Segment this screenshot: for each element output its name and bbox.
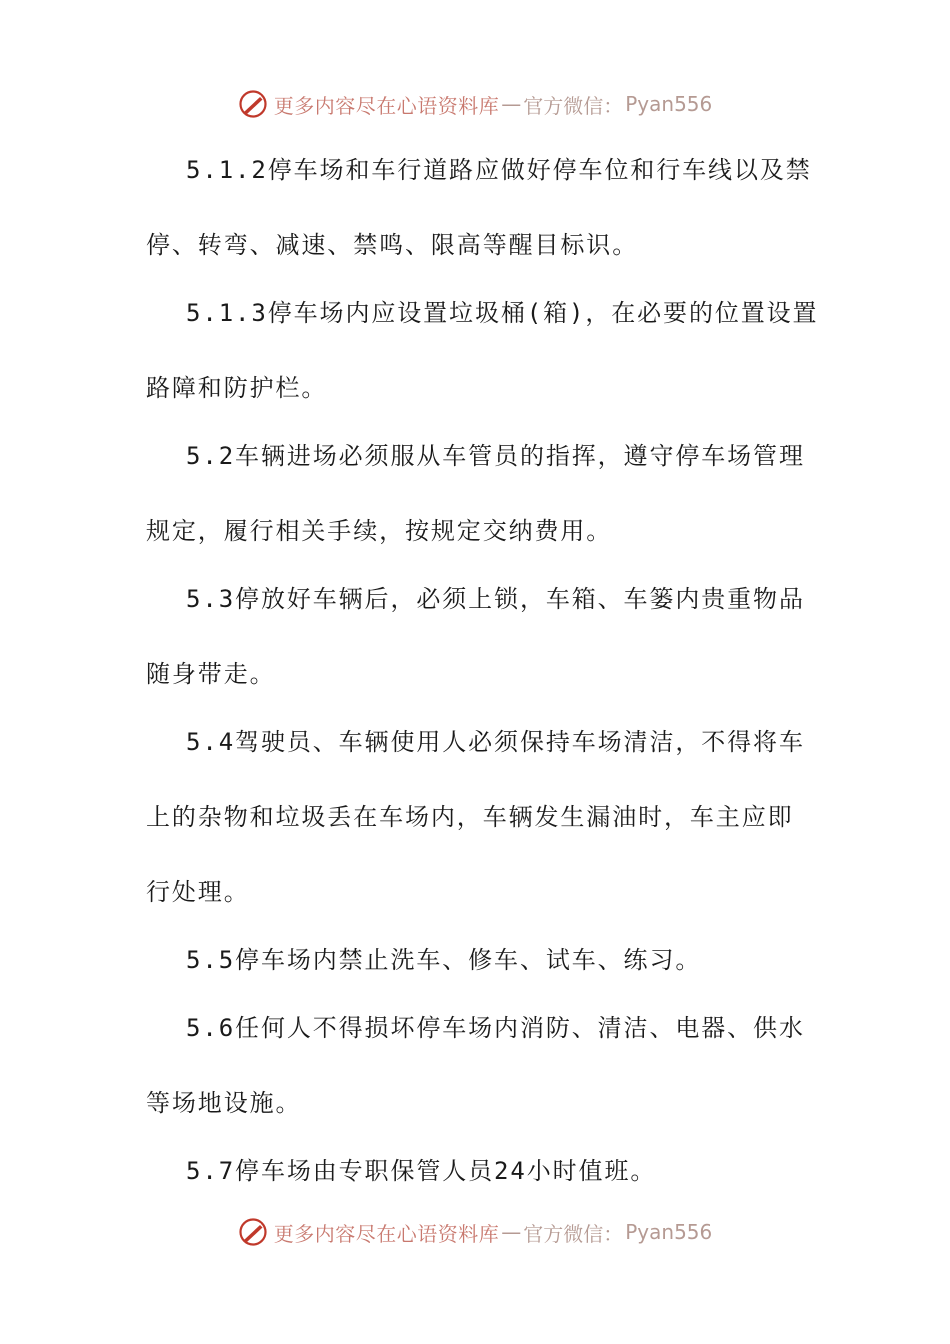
watermark-label: 官方微信： <box>523 93 624 118</box>
paragraph-line: 5.6任何人不得损坏停车场内消防、清洁、电器、供水 <box>186 1014 805 1042</box>
pen-logo-icon <box>238 89 268 119</box>
paragraph-5-6 <box>146 1004 805 1128</box>
paragraph-5-3 <box>146 575 805 699</box>
paragraph-5-4 <box>146 718 805 917</box>
paragraph-5-2 <box>146 432 805 556</box>
paragraph-5-1-3 <box>146 289 819 413</box>
header-watermark <box>0 84 950 124</box>
watermark-account: Pyan556 <box>625 92 713 116</box>
paragraph-line: 5.7停车场由专职保管人员24小时值班。 <box>186 1157 657 1185</box>
paragraph-line: 5.1.2停车场和车行道路应做好停车位和行车线以及禁 <box>186 156 812 184</box>
paragraph-5-1-2 <box>146 146 812 270</box>
pen-logo-icon <box>238 1217 268 1247</box>
paragraph-line: 行处理。 <box>146 878 250 906</box>
paragraph-line: 上的杂物和垃圾丢在车场内，车辆发生漏油时，车主应即 <box>146 803 794 831</box>
paragraph-5-5 <box>146 936 796 985</box>
watermark-label: 官方微信： <box>523 1221 624 1246</box>
watermark-main-text: 更多内容尽在心语资料库 <box>273 93 500 118</box>
watermark-main-text: 更多内容尽在心语资料库 <box>273 1221 500 1246</box>
paragraph-line: 停、转弯、减速、禁鸣、限高等醒目标识。 <box>146 231 639 259</box>
paragraph-line: 等场地设施。 <box>146 1089 302 1117</box>
paragraph-line: 规定，履行相关手续，按规定交纳费用。 <box>146 517 613 545</box>
paragraph-line: 5.3停放好车辆后，必须上锁，车箱、车篓内贵重物品 <box>186 585 805 613</box>
watermark-dash: — <box>501 1220 522 1244</box>
paragraph-5-7 <box>146 1147 796 1196</box>
document-body <box>146 146 819 1196</box>
paragraph-line: 随身带走。 <box>146 660 276 688</box>
paragraph-line: 路障和防护栏。 <box>146 374 328 402</box>
paragraph-line: 5.5停车场内禁止洗车、修车、试车、练习。 <box>186 946 702 974</box>
paragraph-line: 5.1.3停车场内应设置垃圾桶(箱)，在必要的位置设置 <box>186 299 819 327</box>
watermark-dash: — <box>501 92 522 116</box>
paragraph-line: 5.2车辆进场必须服从车管员的指挥，遵守停车场管理 <box>186 442 805 470</box>
watermark-account: Pyan556 <box>625 1220 713 1244</box>
paragraph-line: 5.4驾驶员、车辆使用人必须保持车场清洁，不得将车 <box>186 728 805 756</box>
footer-watermark <box>0 1212 950 1252</box>
